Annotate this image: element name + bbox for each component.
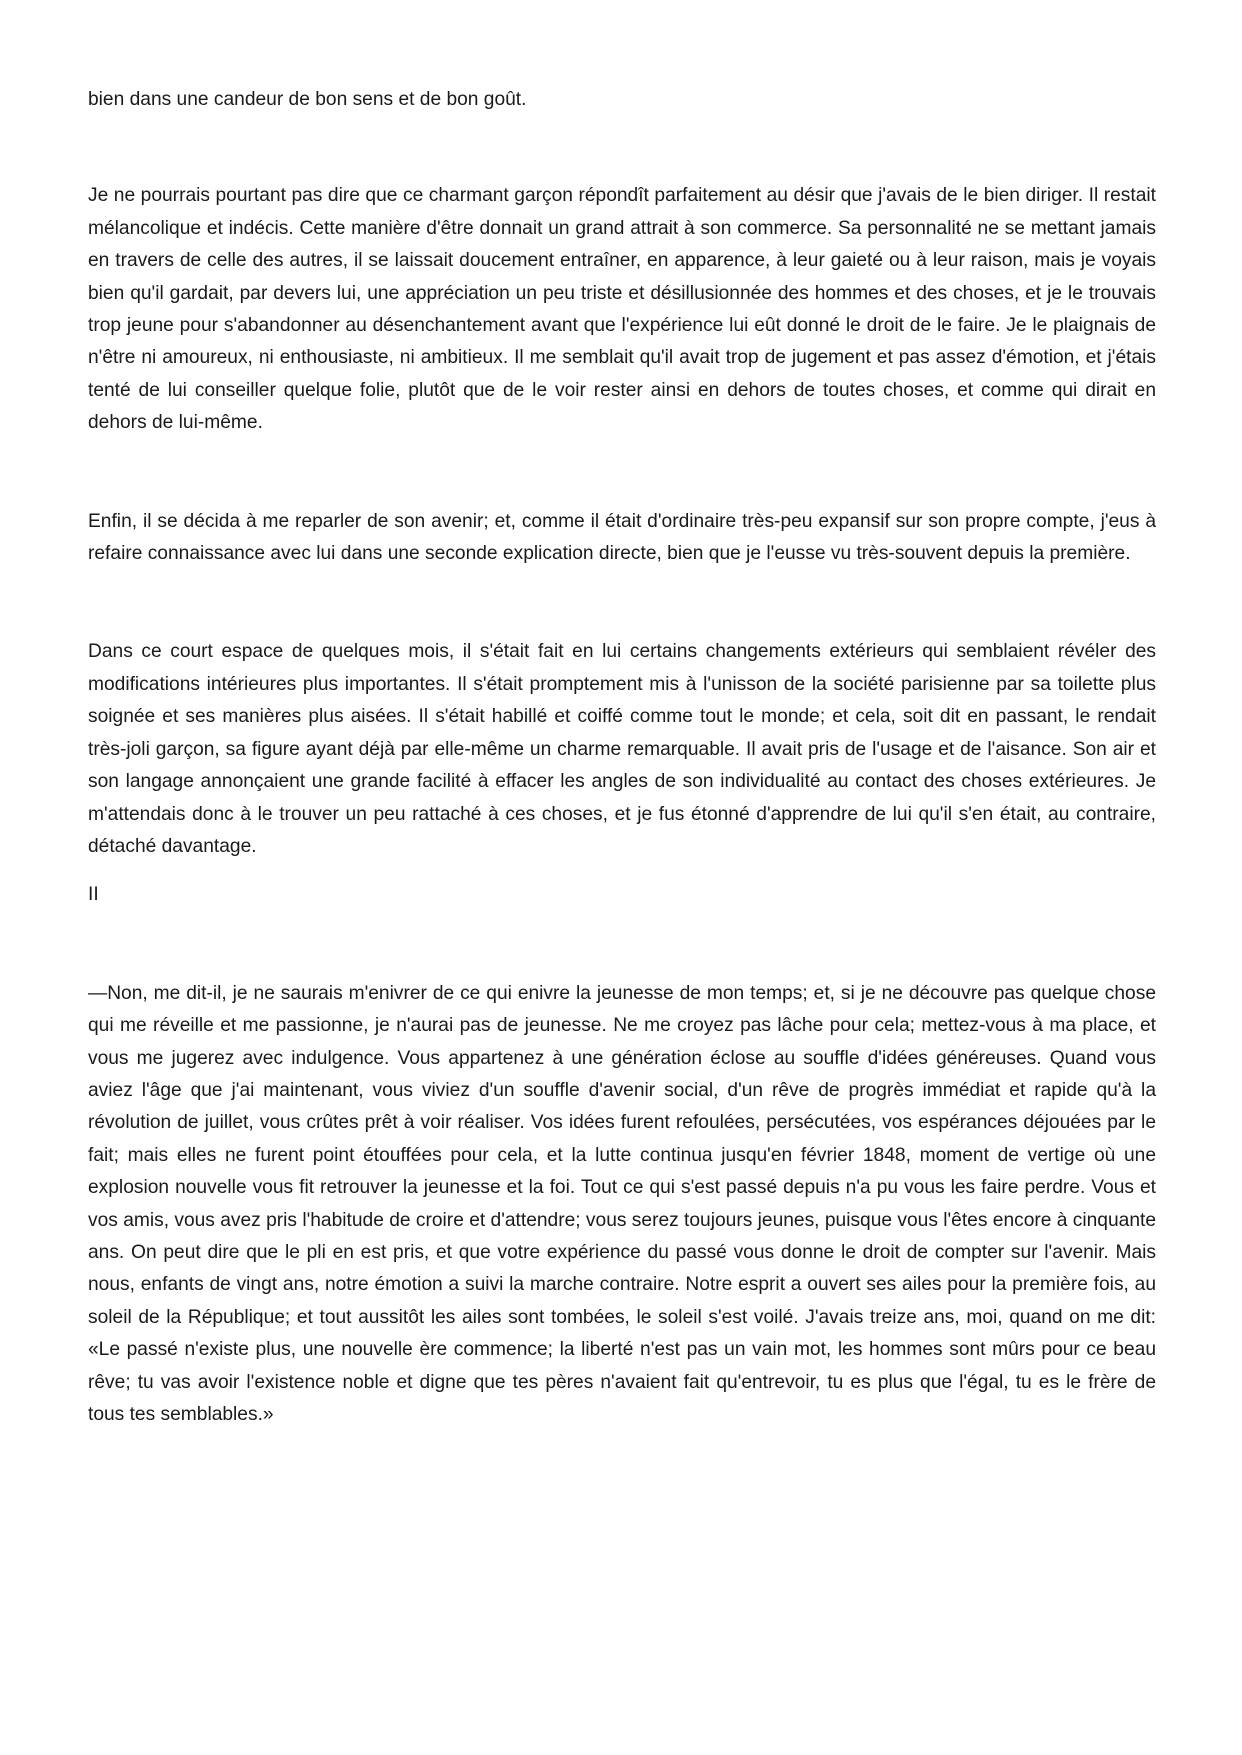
paragraph-future: Enfin, il se décida à me reparler de son avenir; et, comme il était d'ordinaire très-peu expansif sur son propre compte, j'eus à refaire connaissance avec lui dans une seconde explication directe, bien que je l'eusse vu très-souvent depuis la première.: [88, 510, 1156, 565]
paragraph-opening: bien dans une candeur de bon sens et de bon goût.: [88, 89, 527, 110]
paragraph-melancholy: Je ne pourrais pourtant pas dire que ce charmant garçon répondît parfaitement au désir que j'avais de le bien diriger. Il restait mélancolique et indécis. Cette manière d'être donnait un grand attrait à son commerce. Sa personnalité ne se mettant jamais en travers de celle des autres, il se laissait doucement entraîner, en apparence, à leur gaieté ou à leur raison, mais je voyais bien qu'il gardait, par devers lui, une appréciation un peu triste et désillusionnée des hommes et des choses, et je le trouvais trop jeune pour s'abandonner au désenchantement avant que l'expérience lui eût donné le droit de le faire. Je le plaignais de n'être ni amoureux, ni enthousiaste, ni ambitieux. Il me semblait qu'il avait trop de jugement et pas assez d'émotion, et j'étais tenté de lui conseiller quelque folie, plutôt que de le voir rester ainsi en dehors de toutes choses, et comme qui dirait en dehors de lui-même.: [88, 185, 1156, 434]
chapter-heading: II: [88, 884, 99, 906]
document-page: [88, 84, 1156, 1431]
paragraph-dialogue: —Non, me dit-il, je ne saurais m'enivrer de ce qui enivre la jeunesse de mon temps; et, si je ne découvre pas quelque chose qui me réveille et me passionne, je n'aurai pas de jeunesse. Ne me croyez pas lâche pour cela; mettez-vous à ma place, et vous me jugerez avec indulgence. Vous appartenez à une génération éclose au souffle d'idées généreuses. Quand vous aviez l'âge que j'ai maintenant, vous viviez d'un souffle d'avenir social, d'un rêve de progrès immédiat et rapide qu'à la révolution de juillet, vous crûtes prêt à voir réaliser. Vos idées furent refoulées, persécutées, vos espérances déjouées par le fait; mais elles ne furent point étouffées pour cela, et la lutte continua jusqu'en février 1848, moment de vertige où une explosion nouvelle vous fit retrouver la jeunesse et la foi. Tout ce qui s'est passé depuis n'a pu vous les faire perdre. Vous et vos amis, vous avez pris l'habitude de croire et d'attendre; vous serez toujours jeunes, puisque vous l'êtes encore à cinquante ans. On peut dire que le pli en est pris, et que votre expérience du passé vous donne le droit de compter sur l'avenir. Mais nous, enfants de vingt ans, notre émotion a suivi la marche contraire. Notre esprit a ouvert ses ailes pour la première fois, au soleil de la République; et tout aussitôt les ailes sont tombées, le soleil s'est voilé. J'avais treize ans, moi, quand on me dit: «Le passé n'existe plus, une nouvelle ère commence; la liberté n'est pas un vain mot, les hommes sont mûrs pour ce beau rêve; tu vas avoir l'existence noble et digne que tes pères n'avaient fait qu'entrevoir, tu es plus que l'égal, tu es le frère de tous tes semblables.»: [88, 982, 1156, 1425]
paragraph-changes: Dans ce court espace de quelques mois, il s'était fait en lui certains changements extérieurs qui semblaient révéler des modifications intérieures plus importantes. Il s'était promptement mis à l'unisson de la société parisienne par sa toilette plus soignée et ses manières plus aisées. Il s'était habillé et coiffé comme tout le monde; et cela, soit dit en passant, le rendait très-joli garçon, sa figure ayant déjà par elle-même un charme remarquable. Il avait pris de l'usage et de l'aisance. Son air et son langage annonçaient une grande facilité à effacer les angles de son individualité au contact des choses extérieures. Je m'attendais donc à le trouver un peu rattaché à ces choses, et je fus étonné d'apprendre de lui qu'il s'en était, au contraire, détaché davantage.: [88, 641, 1156, 857]
